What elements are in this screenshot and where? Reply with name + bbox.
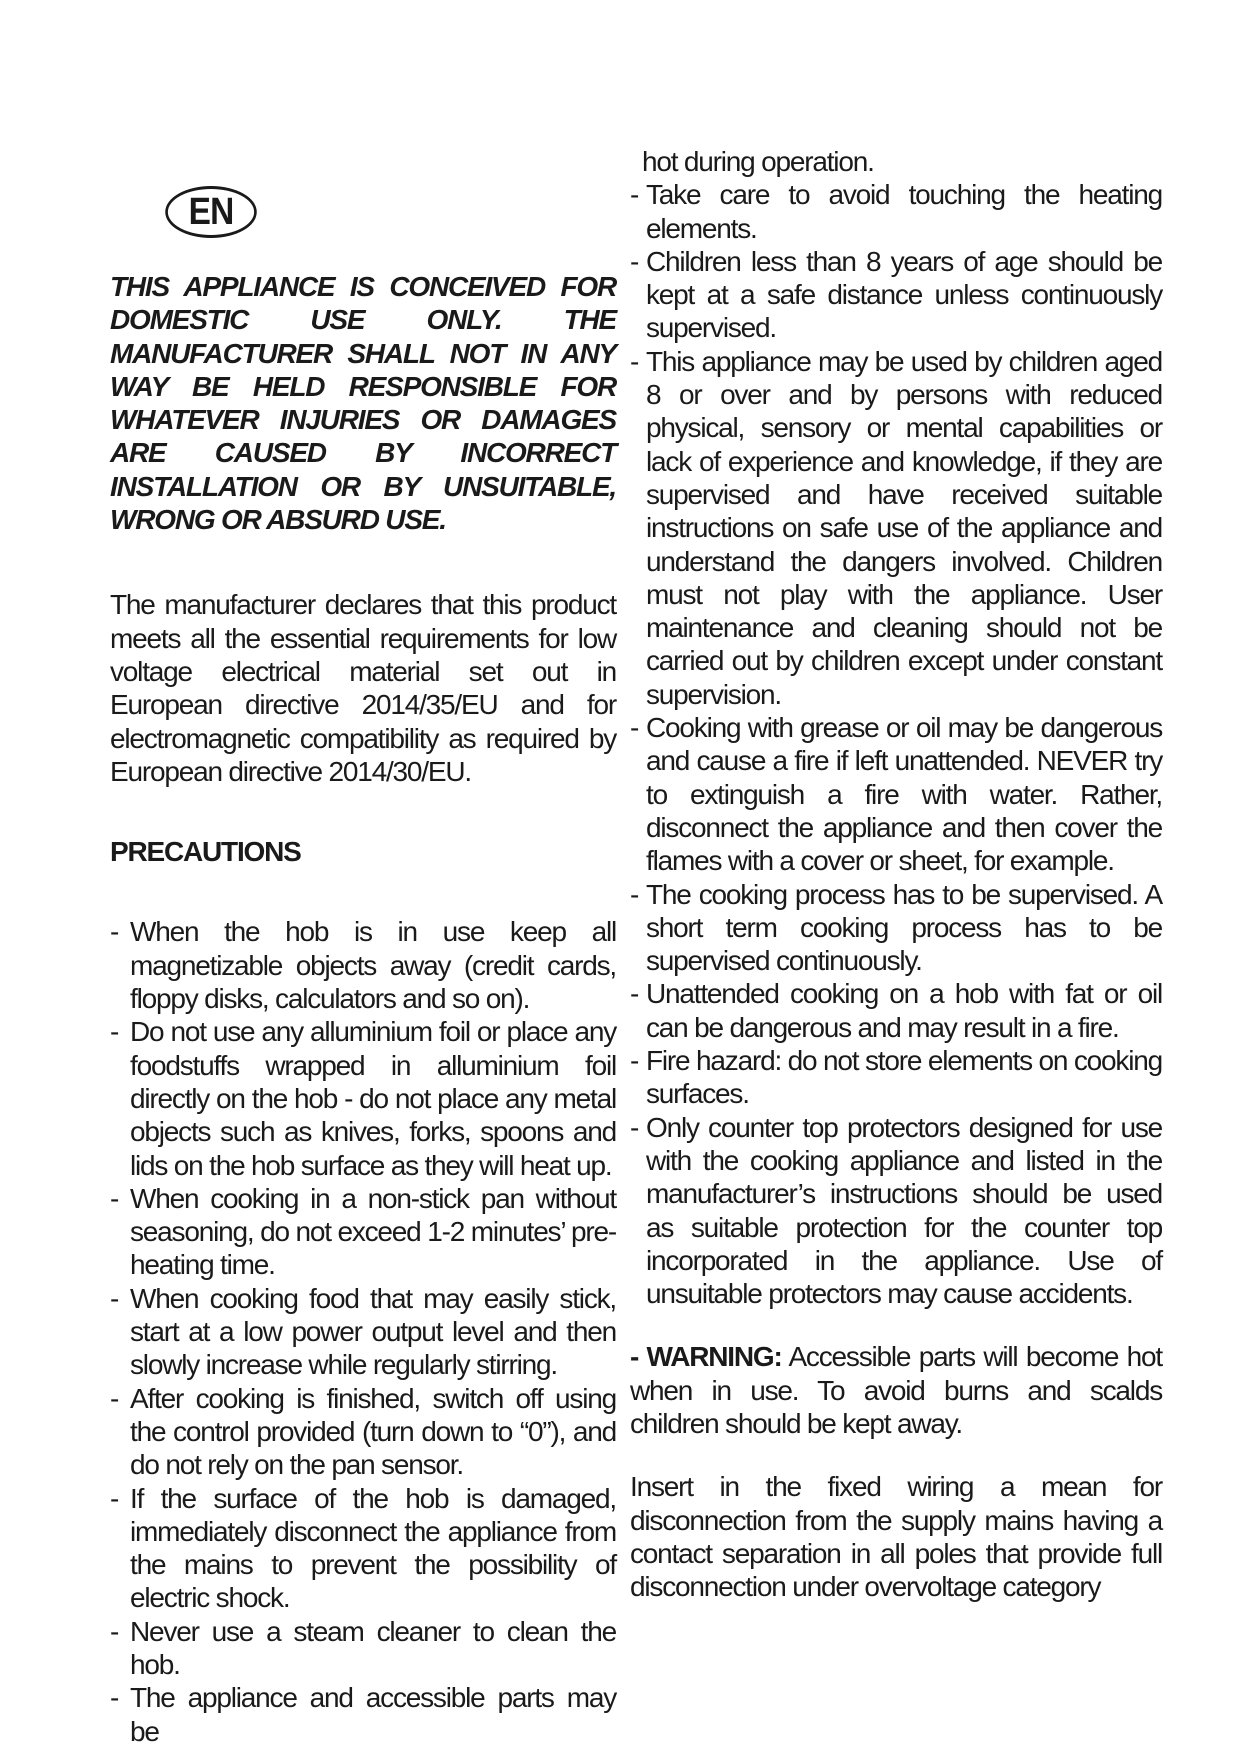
bullet-dash: -: [630, 1111, 639, 1143]
warning-text: Accessible parts will become hot when in use. To avoid burns and scalds children should be kept away.: [630, 1341, 1162, 1439]
bullet-dash: -: [110, 1615, 119, 1647]
disclaimer-text: THIS APPLIANCE IS CONCEIVED FOR DOMESTIC USE ONLY. THE MANUFACTURER SHALL NOT IN ANY WAY BE HELD RESPONSIBLE FOR WHATEVER INJURIES OR DAMAGES ARE CAUSED BY INCORRECT INSTALLATION OR BY UNSUITABLE, WRONG OR ABSURD USE.: [110, 271, 616, 536]
bullet-dash: -: [110, 1382, 119, 1414]
list-item: [110, 1681, 616, 1748]
bullet-dash: -: [110, 1282, 119, 1314]
bullet-dash: -: [630, 245, 639, 277]
list-item-text: The appliance and accessible parts may be: [130, 1682, 616, 1747]
list-item-text: When cooking food that may easily stick, start at a low power output level and then slowly increase while regularly stirring.: [130, 1282, 616, 1381]
list-item: [630, 977, 1162, 1044]
bullet-dash: -: [110, 1482, 119, 1514]
list-item: [630, 245, 1162, 345]
bullet-dash: -: [630, 878, 639, 910]
bullet-dash: -: [110, 1682, 119, 1714]
continuation-text: hot during operation.: [642, 146, 874, 177]
bullet-dash: -: [110, 1016, 119, 1048]
list-item: [110, 1382, 616, 1482]
list-item-text: Only counter top protectors designed for use with the cooking appliance and listed in the manufacturer’s instructions should be used as suitable protection for the counter top incorporated in the appliance. Use of unsuitable protectors may cause accidents.: [646, 1111, 1162, 1310]
disconnection-paragraph: Insert in the fixed wiring a mean for disconnection from the supply mains having a contact separation in all poles that provide full disconnection under overvoltage category: [630, 1471, 1162, 1603]
list-item: [110, 1615, 616, 1682]
list-item: [630, 878, 1162, 978]
list-item-text: The cooking process has to be supervised. A short term cooking process has to be supervised continuously.: [646, 878, 1162, 977]
list-item-text: Do not use any alluminium foil or place any foodstuffs wrapped in alluminium foil directly on the hob - do not place any metal objects such as knives, forks, spoons and lids on the hob surface as they will heat up.: [130, 1016, 616, 1181]
list-item-text: Children less than 8 years of age should be kept at a safe distance unless continuously supervised.: [646, 245, 1162, 344]
bullet-dash: -: [630, 1045, 639, 1077]
list-item: [630, 711, 1162, 877]
list-item-text: Never use a steam cleaner to clean the hob.: [130, 1615, 616, 1680]
precautions-list-right: [630, 178, 1162, 1310]
bullet-dash: -: [110, 916, 119, 948]
bullet-dash: -: [630, 978, 639, 1010]
precautions-list-left: [110, 915, 616, 1747]
list-item: [110, 915, 616, 1015]
warning-label: - WARNING:: [630, 1341, 782, 1373]
language-badge: EN: [165, 186, 257, 238]
bullet-dash: -: [630, 179, 639, 211]
bullet-dash: -: [630, 345, 639, 377]
bullet-dash: -: [110, 1182, 119, 1214]
list-item: [110, 1482, 616, 1615]
declaration-text: The manufacturer declares that this product meets all the essential requirements for low voltage electrical material set out in European directive 2014/35/EU and for electromagnetic compatibility as required by European directive 2014/30/EU.: [110, 589, 616, 787]
list-item-text: After cooking is finished, switch off using the control provided (turn down to “0”), and do not rely on the pan sensor.: [130, 1382, 616, 1481]
warning-paragraph: [630, 1340, 1162, 1440]
list-item: [110, 1182, 616, 1282]
list-item: [630, 1044, 1162, 1111]
list-item: [110, 1015, 616, 1181]
list-item-text: If the surface of the hob is damaged, immediately disconnect the appliance from the mains to prevent the possibility of electric shock.: [130, 1482, 616, 1614]
precautions-heading: PRECAUTIONS: [110, 836, 301, 868]
list-item-text: This appliance may be used by children aged 8 or over and by persons with reduced physical, sensory or mental capabilities or lack of experience and knowledge, if they are supervised and have received suitable instructions on safe use of the appliance and understand the dangers involved. Children must not play with the appliance. User maintenance and cleaning should not be carried out by children except under constant supervision.: [646, 345, 1162, 710]
list-item: [110, 1282, 616, 1382]
list-item-text: Take care to avoid touching the heating elements.: [646, 179, 1162, 244]
list-item-text: Fire hazard: do not store elements on cooking surfaces.: [646, 1045, 1162, 1110]
right-column: [630, 145, 1162, 1603]
list-item-text: Unattended cooking on a hob with fat or oil can be dangerous and may result in a fire.: [646, 978, 1162, 1043]
list-item-text: When cooking in a non-stick pan without seasoning, do not exceed 1-2 minutes’ pre-heating time.: [130, 1182, 616, 1281]
bullet-dash: -: [630, 712, 639, 744]
list-item-text: Cooking with grease or oil may be dangerous and cause a fire if left unattended. NEVER try to extinguish a fire with water. Rather, disconnect the appliance and then cover the flames with a cover or sheet, for example.: [646, 712, 1162, 877]
list-item: [630, 1111, 1162, 1311]
list-item: [630, 345, 1162, 711]
left-column: [110, 270, 616, 1748]
list-item-text: When the hob is in use keep all magnetizable objects away (credit cards, floppy disks, calculators and so on).: [130, 916, 616, 1015]
list-item: [630, 178, 1162, 245]
